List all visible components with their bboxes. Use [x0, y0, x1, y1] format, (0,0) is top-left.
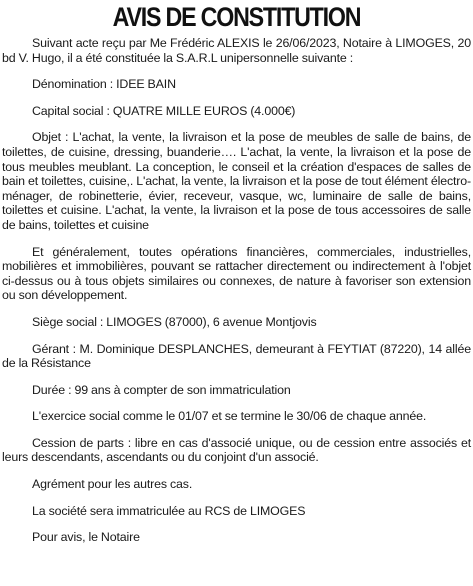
notice-intro: Suivant acte reçu par Me Frédéric ALEXIS le 26/06/2023, Notaire à LIMOGES, 20 bd V. Hugo, il a été constituée la S.A.R.L unipersonnelle suivante : [2, 36, 471, 65]
notice-signature: Pour avis, le Notaire [32, 530, 140, 545]
notice-general-operations: Et généralement, toutes opérations financières, commerciales, industrielles, mobilières et immobilières, pouvant se rattacher directement ou indirectement à l'objet ci-dessus ou à tous objets similaires ou connexes, de nature à favoriser son extension ou son développement. [2, 244, 471, 303]
notice-duration: Durée : 99 ans à compter de son immatriculation [32, 382, 291, 397]
notice-denomination: Dénomination : IDEE BAIN [32, 77, 176, 92]
notice-manager: Gérant : M. Dominique DESPLANCHES, demeurant à FEYTIAT (87220), 14 allée de la Résistance [2, 341, 471, 371]
notice-share-transfer: Cession de parts : libre en cas d'associé unique, ou de cession entre associés et leurs descendants, ascendants ou du conjoint d'un associé. [2, 435, 471, 465]
notice-title: AVIS DE CONSTITUTION [112, 2, 361, 32]
notice-approval: Agrément pour les autres cas. [32, 477, 193, 492]
notice-capital: Capital social : QUATRE MILLE EUROS (4.000€) [32, 103, 296, 118]
notice-registration: La société sera immatriculée au RCS de LIMOGES [32, 503, 306, 518]
notice-object: Objet : L'achat, la vente, la livraison et la pose de meubles de salle de bains, de toilettes, de cuisine, dressing, buanderie…. L'achat, la vente, la livraison et la pose de tous meubles meublant. La conception, le conseil et la création d'espaces de salles de bain et toilettes, cuisine,. L'achat, la vente, la livraison et la pose de tout élément électro-ménager, de robinetterie, évier, receveur, vasque, wc, luminaire de salle de bains, toilettes et cuisine. L'achat, la vente, la livraison et la pose de tous accessoires de salle de bains, toilettes et cuisine [2, 130, 471, 232]
notice-fiscal-year: L'exercice social comme le 01/07 et se termine le 30/06 de chaque année. [32, 409, 427, 424]
notice-registered-office: Siège social : LIMOGES (87000), 6 avenue Montjovis [32, 314, 317, 329]
